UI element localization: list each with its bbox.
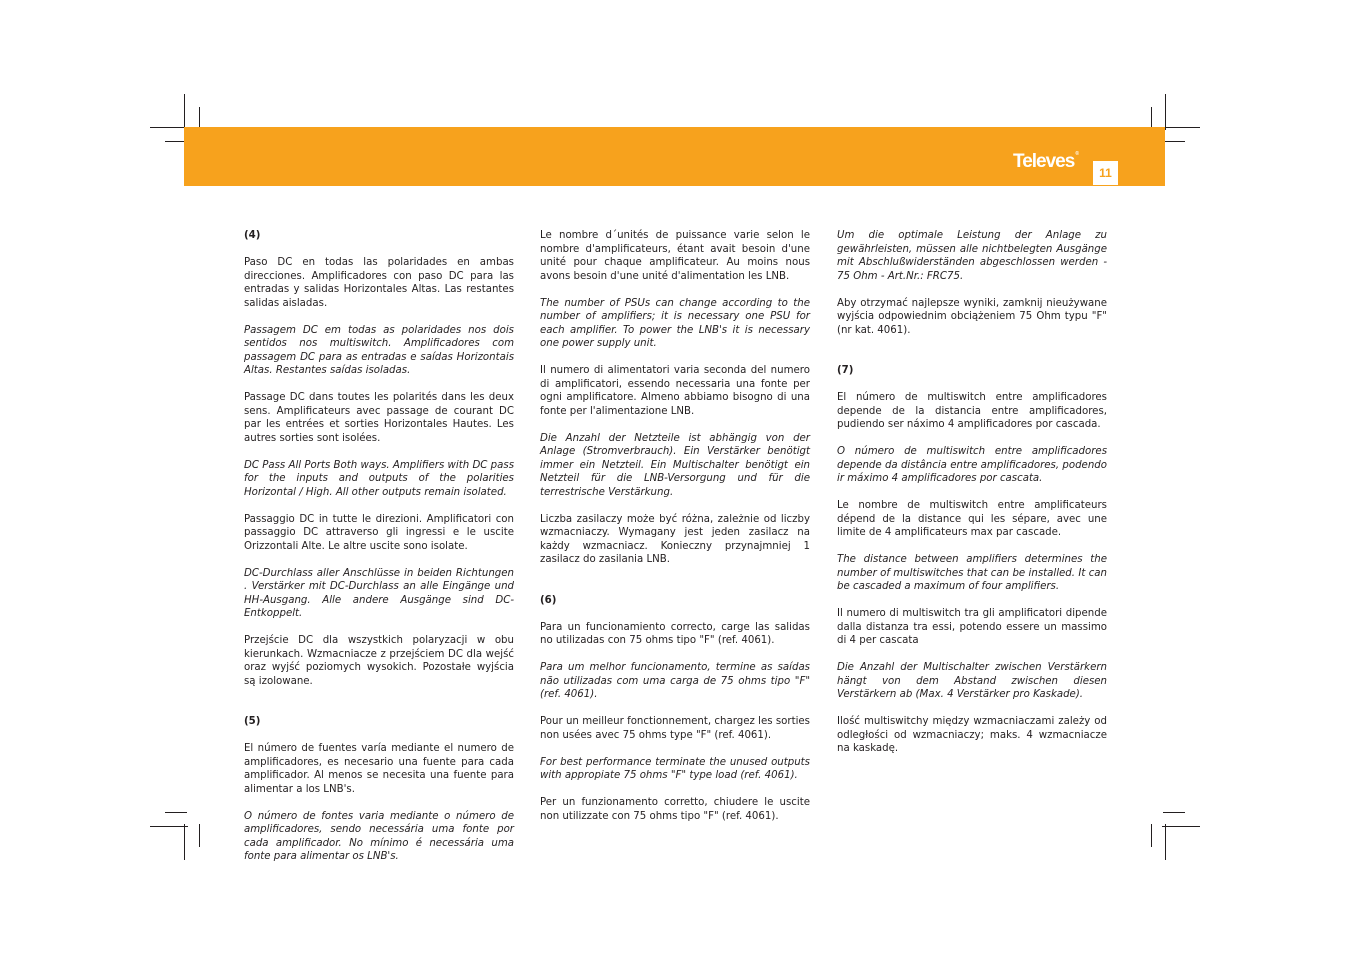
paragraph: Le nombre de multiswitch entre amplificateurs dépend de la distance qui les sépare, avec une limite de 4 amplificateurs max par cascade. <box>837 500 1107 538</box>
crop-mark-top-left-v <box>184 94 185 130</box>
section-heading: (5) <box>244 716 261 727</box>
crop-mark-bottom-right-v2 <box>1151 824 1152 847</box>
paragraph: Um die optimale Leistung der Anlage zu gewährleisten, müssen alle nichtbelegten Ausgänge mit Abschlußwiderständen abgeschlossen werden - 75 Ohm - Art.Nr.: FRC75. <box>837 230 1107 282</box>
crop-mark-top-right-h2 <box>1163 141 1185 142</box>
section-heading: (7) <box>837 365 854 376</box>
crop-mark-bottom-right-h2 <box>1163 812 1185 813</box>
column-2 <box>540 229 810 823</box>
paragraph: Passage DC dans toutes les polarités dans les deux sens. Amplificateurs avec passage de courant DC par les entrées et sorties Horizontales Hautes. Les autres sorties sont isolées. <box>244 392 514 444</box>
crop-mark-bottom-left-h <box>150 826 188 827</box>
paragraph: Die Anzahl der Netzteile ist abhängig von der Anlage (Stromverbrauch). Ein Verstärker benötigt immer ein Netzteil. Ein Multischalter benötigt ein Netzteil für die LNB-Versorgung und für die terrestrische Verstärkung. <box>540 432 810 498</box>
paragraph: DC-Durchlass aller Anschlüsse in beiden Richtungen . Verstärker mit DC-Durchlass an alle Eingänge und HH-Ausgang. Alle andere Ausgänge sind DC-Entkoppelt. <box>244 567 514 619</box>
crop-mark-bottom-left-h2 <box>165 812 187 813</box>
paragraph: El número de multiswitch entre amplificadores depende de la distancia entre amplificadores, pudiendo ser náximo 4 amplificadores por cascada. <box>837 392 1107 430</box>
paragraph: Liczba zasilaczy może być różna, zależnie od liczby wzmacniaczy. Wymagany jest jeden zasilacz na każdy wzmacniacz. Konieczny przynajmniej 1 zasilacz do zasilania LNB. <box>540 513 810 565</box>
crop-mark-bottom-left-v <box>184 824 185 860</box>
paragraph: Para um melhor funcionamento, termine as saídas não utilizadas com uma carga de 75 ohms tipo "F" (ref. 4061). <box>540 662 810 700</box>
crop-mark-bottom-right-v <box>1165 824 1166 860</box>
paragraph: Para un funcionamiento correcto, carge las salidas no utilizadas con 75 ohms tipo "F" (ref. 4061). <box>540 621 810 646</box>
paragraph: Przejście DC dla wszystkich polaryzacji w obu kierunkach. Wzmacniacze z przejściem DC dla wejść oraz wyjść poziomych wysokich. Pozostałe wyjścia są izolowane. <box>244 635 514 687</box>
paragraph: Passaggio DC in tutte le direzioni. Amplificatori con passaggio DC attraverso gli ingressi e le uscite Orizzontali Alte. Le altre uscite sono isolate. <box>244 513 514 552</box>
paragraph: O número de fontes varia mediante o número de amplificadores, sendo necessária uma fonte por cada amplificador. No mínimo é necessária uma fonte para alimentar os LNB's. <box>244 810 514 862</box>
paragraph: Aby otrzymać najlepsze wyniki, zamknij nieużywane wyjścia odpowiednim obciążeniem 75 Ohm typu "F" (nr kat. 4061). <box>837 297 1107 336</box>
paragraph: O número de multiswitch entre amplificadores depende da distância entre amplificadores, podendo ir máximo 4 amplificadores por cascata. <box>837 446 1107 484</box>
section-heading: (4) <box>244 230 261 241</box>
paragraph: The distance between amplifiers determines the number of multiswitches that can be installed. It can be cascaded a maximum of four amplifiers. <box>837 554 1107 592</box>
crop-mark-top-right-v <box>1165 94 1166 130</box>
paragraph: Die Anzahl der Multischalter zwischen Verstärkern hängt von dem Abstand zwischen diesen Verstärkern ab (Max. 4 Verstärker pro Kaskade). <box>837 662 1107 700</box>
paragraph: Le nombre d´unités de puissance varie selon le nombre d'amplificateurs, étant avait besoin d'une unité pour chaque amplificateur. Au moins nous avons besoin d'une unité d'alimentation les LNB. <box>540 230 810 282</box>
crop-mark-top-right-h <box>1162 127 1200 128</box>
paragraph: Pour un meilleur fonctionnement, chargez les sorties non usées avec 75 ohms type "F" (ref. 4061). <box>540 716 810 741</box>
brand-mark: ® <box>1075 151 1079 157</box>
brand-logo <box>1013 152 1079 171</box>
crop-mark-bottom-right-h <box>1162 826 1200 827</box>
paragraph: Ilość multiswitchy między wzmacniaczami zależy od odległości od wzmacniaczy; maks. 4 wzmacniacze na kaskadę. <box>837 716 1107 754</box>
paragraph: Il numero di alimentatori varia seconda del numero di amplificatori, essendo necessaria una fonte per ogni amplificatore. Almeno abbiamo bisogno di una fonte per l'alimentazione LNB. <box>540 365 810 417</box>
column-3 <box>837 229 1107 756</box>
brand-name: Televes <box>1013 151 1075 172</box>
paragraph: El número de fuentes varía mediante el numero de amplificadores, es necesario una fuente para cada amplificador. Al menos se necesita una fuente para alimentar a los LNB's. <box>244 743 514 795</box>
paragraph: For best performance terminate the unused outputs with appropiate 75 ohms "F" type load (ref. 4061). <box>540 756 810 781</box>
paragraph: Passagem DC em todas as polaridades nos dois sentidos nos multiswitch. Amplificadores com passagem DC para as entradas e saídas Horizontais Altas. Restantes saídas isoladas. <box>244 324 514 376</box>
crop-mark-bottom-left-v2 <box>199 824 200 847</box>
page-number: 11 <box>1093 161 1118 185</box>
column-1 <box>244 229 514 864</box>
section-heading: (6) <box>540 594 557 606</box>
crop-mark-top-left-h <box>150 127 188 128</box>
paragraph: Il numero di multiswitch tra gli amplificatori dipende dalla distanza tra essi, potendo essere un massimo di 4 per cascata <box>837 608 1107 646</box>
paragraph: Per un funzionamento corretto, chiudere le uscite non utilizzate con 75 ohms tipo "F" (ref. 4061). <box>540 797 810 822</box>
paragraph: Paso DC en todas las polaridades en ambas direcciones. Amplificadores con paso DC para las entradas y salidas Horizontales Altas. Las restantes salidas aisladas. <box>244 257 514 309</box>
paragraph: DC Pass All Ports Both ways. Amplifiers with DC pass for the inputs and outputs of the polarities Horizontal / High. All other outputs remain isolated. <box>244 459 514 498</box>
paragraph: The number of PSUs can change according to the number of amplifiers; it is necessary one PSU for each amplifier. To power the LNB's it is necessary one power supply unit. <box>540 297 810 349</box>
